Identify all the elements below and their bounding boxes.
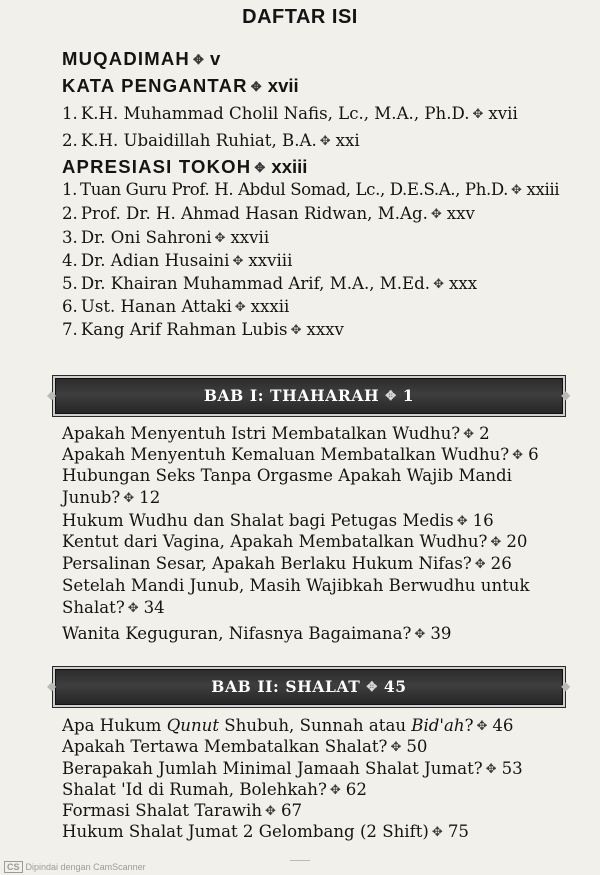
toc-heading-muqadimah: MUQADIMAH ✥ v <box>62 48 221 69</box>
page-title: DAFTAR ISI <box>242 6 358 28</box>
toc-heading-kata-pengantar: KATA PENGANTAR ✥ xvii <box>62 75 299 96</box>
chapter-banner-bab-2: ◆ BAB II: SHALAT ✥ 45 ◆ <box>55 669 563 705</box>
toc-entry: Apa Hukum Qunut Shubuh, Sunnah atau Bid'ah? ✥ 46 <box>62 716 514 735</box>
toc-entry: Hubungan Seks Tanpa Orgasme Apakah Wajib Mandi <box>62 466 512 485</box>
ornament-icon: ✥ <box>511 183 522 198</box>
toc-entry: Shalat 'Id di Rumah, Bolehkah? ✥ 62 <box>62 780 367 799</box>
toc-entry: Berapakah Jumlah Minimal Jamaah Shalat Jumat? ✥ 53 <box>62 759 523 778</box>
ornament-icon: ✥ <box>463 427 475 442</box>
ornament-icon: ✥ <box>234 300 246 315</box>
ornament-icon: ✥ <box>490 535 502 550</box>
toc-heading-apresiasi: APRESIASI TOKOH ✥ xxiii <box>62 156 308 177</box>
toc-entry-continued: Junub? ✥ 12 <box>62 488 161 507</box>
ornament-icon: ✥ <box>254 160 267 175</box>
ornament-icon: ✥ <box>476 719 488 734</box>
toc-entry: 4. Dr. Adian Husaini ✥ xxviii <box>62 251 293 270</box>
toc-entry: 1. K.H. Muhammad Cholil Nafis, Lc., M.A., Ph.D. ✥ xvii <box>62 104 518 123</box>
toc-entry: 2. K.H. Ubaidillah Ruhiat, B.A. ✥ xxi <box>62 131 360 150</box>
ornament-icon: ✥ <box>329 783 341 798</box>
divider <box>290 860 310 861</box>
toc-entry: Apakah Tertawa Membatalkan Shalat? ✥ 50 <box>62 737 428 756</box>
ornament-icon: ✥ <box>430 207 442 222</box>
toc-entry: Hukum Shalat Jumat 2 Gelombang (2 Shift) ✥ 75 <box>62 822 469 841</box>
ornament-icon: ✥ <box>456 514 468 529</box>
ornament-icon: ✥ <box>214 231 226 246</box>
toc-entry: Persalinan Sesar, Apakah Berlaku Hukum Nifas? ✥ 26 <box>62 554 512 573</box>
toc-entry: Apakah Menyentuh Istri Membatalkan Wudhu? ✥ 2 <box>62 424 490 443</box>
camscanner-logo-icon: CS <box>4 861 23 873</box>
ornament-icon: ✥ <box>385 389 397 404</box>
ornament-icon: ✥ <box>366 680 378 695</box>
toc-entry: 6. Ust. Hanan Attaki ✥ xxxii <box>62 297 290 316</box>
ornament-icon: ✥ <box>127 601 139 616</box>
ornament-icon: ✥ <box>123 491 135 506</box>
toc-entry: 3. Dr. Oni Sahroni ✥ xxvii <box>62 228 270 247</box>
toc-entry: 7. Kang Arif Rahman Lubis ✥ xxxv <box>62 320 344 339</box>
ornament-icon: ✥ <box>485 762 497 777</box>
ornament-icon: ✥ <box>250 79 263 94</box>
toc-entry: 5. Dr. Khairan Muhammad Arif, M.A., M.Ed. ✥ xxx <box>62 274 478 293</box>
toc-entry: Setelah Mandi Junub, Masih Wajibkah Berwudhu untuk <box>62 576 530 595</box>
ornament-icon: ✥ <box>192 52 206 67</box>
toc-entry: Formasi Shalat Tarawih ✥ 67 <box>62 801 303 820</box>
toc-entry: Hukum Wudhu dan Shalat bagi Petugas Medis ✥ 16 <box>62 511 494 530</box>
ornament-icon: ✥ <box>265 804 276 819</box>
toc-entry: Wanita Keguguran, Nifasnya Bagaimana? ✥ 39 <box>62 624 452 643</box>
toc-entry: Kentut dari Vagina, Apakah Membatalkan Wudhu? ✥ 20 <box>62 532 528 551</box>
ornament-icon: ✥ <box>512 448 524 463</box>
scanner-watermark: CS Dipindai dengan CamScanner <box>4 862 146 872</box>
ornament-icon: ✥ <box>414 627 426 642</box>
toc-entry: 1. Tuan Guru Prof. H. Abdul Somad, Lc., D.E.S.A., Ph.D. ✥ xxiii <box>62 180 560 199</box>
ornament-icon: ✥ <box>232 254 244 269</box>
toc-entry: Apakah Menyentuh Kemaluan Membatalkan Wudhu? ✥ 6 <box>62 445 539 464</box>
ornament-icon: ✥ <box>474 557 486 572</box>
toc-entry-continued: Shalat? ✥ 34 <box>62 598 165 617</box>
ornament-icon: ✥ <box>390 740 402 755</box>
toc-entry: 2. Prof. Dr. H. Ahmad Hasan Ridwan, M.Ag. ✥ xxv <box>62 204 475 223</box>
ornament-icon: ✥ <box>433 277 444 292</box>
ornament-icon: ✥ <box>319 134 331 149</box>
chapter-banner-bab-1: ◆ BAB I: THAHARAH ✥ 1 ◆ <box>55 378 563 414</box>
ornament-icon: ✥ <box>472 107 484 122</box>
ornament-icon: ✥ <box>431 825 443 840</box>
ornament-icon: ✥ <box>290 323 302 338</box>
